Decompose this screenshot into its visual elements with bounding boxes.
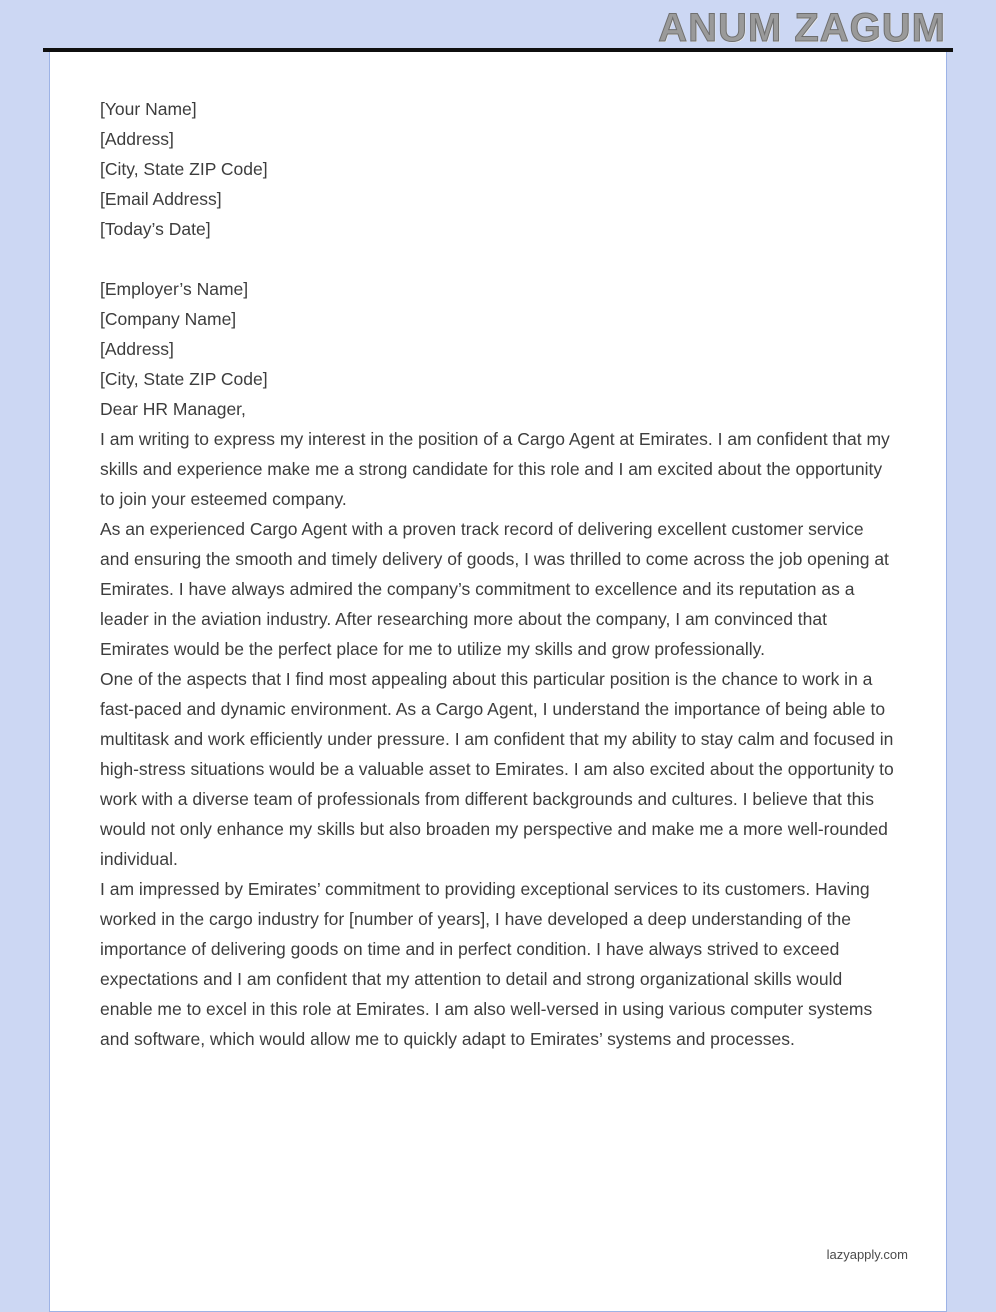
sender-block	[100, 94, 894, 244]
sender-city-line: [City, State ZIP Code]	[100, 159, 268, 179]
letter-paragraph-1: I am writing to express my interest in the position of a Cargo Agent at Emirates. I am confident that my skills and experience make me a strong candidate for this role and I am excited about the opportunity to join your esteemed company.	[100, 429, 890, 509]
recipient-block	[100, 274, 894, 394]
sender-name-line: [Your Name]	[100, 99, 197, 119]
watermark-text: lazyapply.com	[826, 1247, 908, 1262]
header	[0, 0, 996, 48]
recipient-address-line: [Address]	[100, 339, 174, 359]
brand-title: ANUM ZAGUM	[658, 6, 946, 50]
letter-paragraph-3: One of the aspects that I find most appealing about this particular position is the chance to work in a fast-paced and dynamic environment. As a Cargo Agent, I understand the importance of being able to multitask and work efficiently under pressure. I am confident that my ability to stay calm and focused in high-stress situations would be a valuable asset to Emirates. I am also excited about the opportunity to work with a diverse team of professionals from different backgrounds and cultures. I believe that this would not only enhance my skills but also broaden my perspective and make me a more well-rounded individual.	[100, 669, 894, 869]
letter-sheet	[49, 52, 947, 1312]
recipient-city-line: [City, State ZIP Code]	[100, 369, 268, 389]
sender-address-line: [Address]	[100, 129, 174, 149]
salutation: Dear HR Manager,	[100, 399, 246, 419]
recipient-company-line: [Company Name]	[100, 309, 237, 329]
letter-paragraph-2: As an experienced Cargo Agent with a proven track record of delivering excellent customer service and ensuring the smooth and timely delivery of goods, I was thrilled to come across the job opening at Emirates. I have always admired the company’s commitment to excellence and its reputation as a leader in the aviation industry. After researching more about the company, I am convinced that Emirates would be the perfect place for me to utilize my skills and grow professionally.	[100, 519, 889, 659]
sender-date-line: [Today’s Date]	[100, 219, 211, 239]
sender-email-line: [Email Address]	[100, 189, 222, 209]
recipient-name-line: [Employer’s Name]	[100, 279, 249, 299]
letter-paragraph-4: I am impressed by Emirates’ commitment to providing exceptional services to its customers. Having worked in the cargo industry for [number of years], I have developed a deep understanding of the importance of delivering goods on time and in perfect condition. I have always strived to exceed expectations and I am confident that my attention to detail and strong organizational skills would enable me to excel in this role at Emirates. I am also well-versed in using various computer systems and software, which would allow me to quickly adapt to Emirates’ systems and processes.	[100, 879, 873, 1049]
